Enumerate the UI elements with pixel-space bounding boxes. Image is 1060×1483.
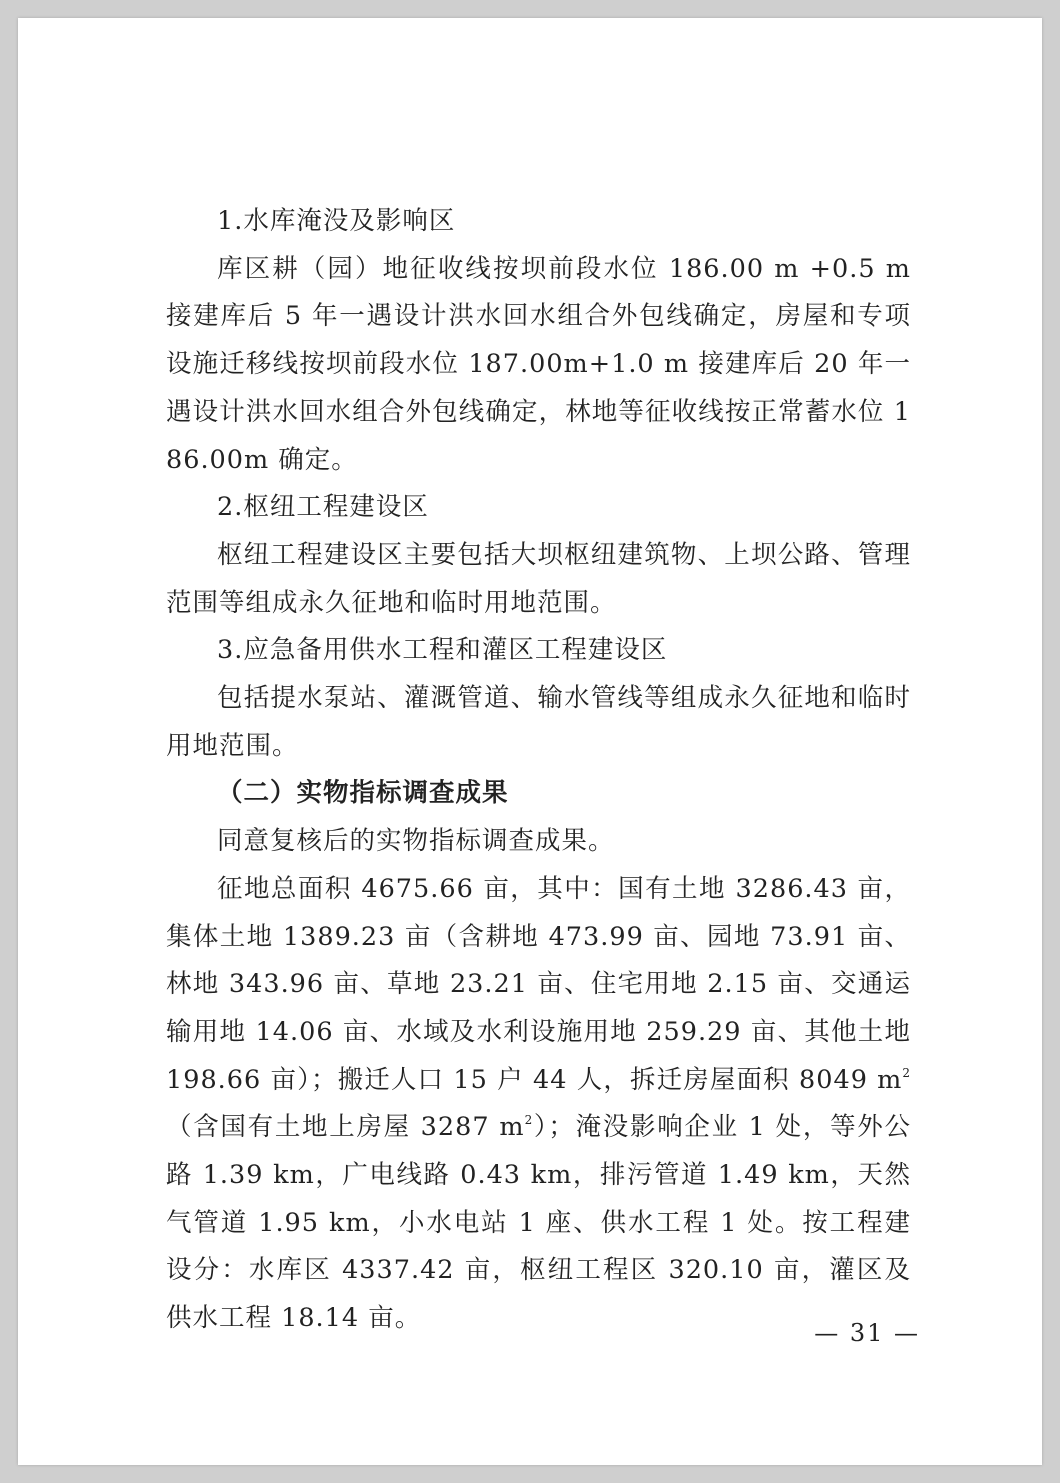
- paragraph-hub-construction: 枢纽工程建设区主要包括大坝枢纽建筑物、上坝公路、管理范围等组成永久征地和临时用地范围。: [166, 539, 911, 618]
- survey-figures-text-3: ）；淹没影响企业 1 处，等外公路 1.39 km，广电线路 0.43 km，排污管道 1.49 km，天然气管道 1.95 km，小水电站 1 座、供水工程 1 处。按工程建设分：水库区 4337.42 亩，枢纽工程区 320.10 亩，灌区及供水工程 18.14 亩。: [166, 1112, 911, 1334]
- heading-water-supply-irrigation: 3.应急备用供水工程和灌区工程建设区: [217, 635, 668, 666]
- heading-reservoir-inundation: 1.水库淹没及影响区: [217, 206, 456, 236]
- paragraph-survey-figures: [166, 866, 911, 1343]
- paragraph-reservoir-inundation: 库区耕（园）地征收线按坝前段水位 186.00 m +0.5 m 接建库后 5 年一遇设计洪水回水组合外包线确定，房屋和专项设施迁移线按坝前段水位 187.00m+1.0 m 接建库后 20 年一遇设计洪水回水组合外包线确定，林地等征收线按正常蓄水位 186.00m 确定。: [166, 253, 911, 475]
- superscript-2-a: 2: [902, 1065, 911, 1080]
- section-heading-survey-results: （二）实物指标调查成果: [217, 778, 509, 809]
- paragraph-survey-approval: 同意复核后的实物指标调查成果。: [217, 826, 615, 857]
- survey-figures-text-1: 征地总面积 4675.66 亩，其中：国有土地 3286.43 亩，集体土地 1389.23 亩（含耕地 473.99 亩、园地 73.91 亩、林地 343.96 亩、草地 23.21 亩、住宅用地 2.15 亩、交通运输用地 14.06 亩、水域及水利设施用地 259.29 亩、其他土地 198.66 亩）；搬迁人口 15 户 44 人，拆迁房屋面积 8049 m: [166, 873, 911, 1095]
- page-number: — 31 —: [814, 1319, 920, 1347]
- paragraph-water-supply-irrigation: 包括提水泵站、灌溉管道、输水管线等组成永久征地和临时用地范围。: [166, 683, 911, 761]
- superscript-2-b: 2: [524, 1113, 534, 1128]
- survey-figures-text-2: （含国有土地上房屋 3287 m: [166, 1112, 525, 1143]
- heading-hub-construction: 2.枢纽工程建设区: [217, 492, 429, 523]
- document-body: [166, 198, 911, 1343]
- document-page: [18, 18, 1042, 1465]
